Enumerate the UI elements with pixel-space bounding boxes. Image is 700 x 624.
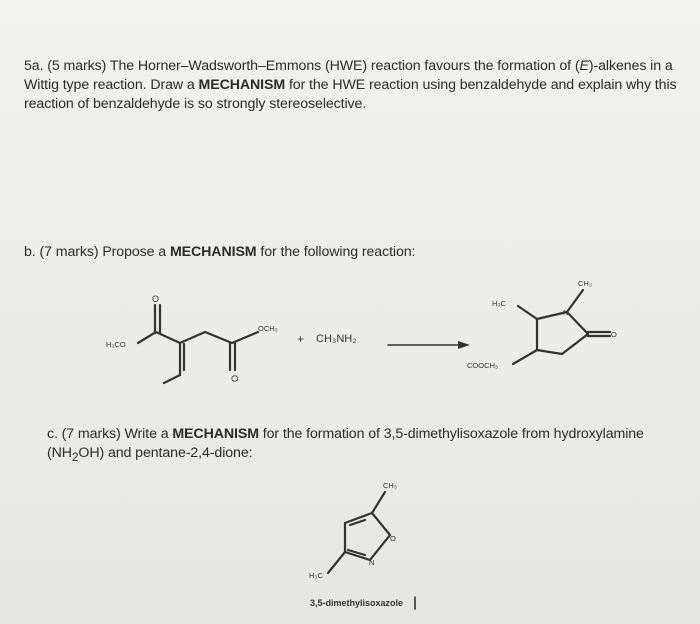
q5a-text-1: The Horner–Wadsworth–Emmons (HWE) reaction favours the formation of ( [109, 58, 580, 74]
reactant-meo-label: H₃CO [106, 340, 126, 349]
q5a-e-italic: E [579, 58, 589, 74]
q5b-text-2: for the following reaction: [256, 244, 416, 260]
product-h3c-label: H₃C [492, 299, 506, 308]
reagent-label: CH₃NH₂ [316, 333, 357, 345]
isoxazole-o-label: O [390, 534, 396, 543]
q5c-mechanism: MECHANISM [172, 426, 259, 442]
product-ring [537, 312, 588, 354]
isoxazole-top-methyl [372, 492, 385, 513]
q5a-text-3: for the HWE reaction using benzaldehyde and explain why this reaction of benzaldehyde is so strongly stereoselective. [24, 77, 677, 112]
product-n-ch3-label: CH₃ [578, 279, 592, 288]
reactant-o-top: O [152, 294, 160, 304]
reactant-vinyl-end [164, 375, 180, 383]
q5c-text-1: c. (7 marks) Write a [47, 426, 173, 442]
reactant-structure [106, 294, 278, 383]
isoxazole-h3c-label: H₃C [309, 571, 323, 580]
isoxazole-structure [309, 481, 415, 609]
product-c-methyl-bond [518, 306, 537, 319]
reactant-o-bottom: O [230, 374, 240, 382]
product-cooch3-label: COOCH₃ [467, 361, 498, 370]
isoxazole-n-label: N [369, 558, 375, 567]
q5c-text-2: for the formation of 3,5-dimethylisoxazole from hydroxylamine (NH [47, 426, 644, 461]
reactant-och3-label: OCH₃ [258, 324, 278, 333]
isoxazole-caption: 3,5-dimethylisoxazole [310, 598, 404, 608]
reactant-backbone [138, 332, 258, 343]
product-o-label: O [611, 330, 617, 339]
q5c-sub-2: 2 [71, 449, 79, 464]
product-n-methyl-bond [567, 290, 583, 312]
q5a-text-2: )-alkenes in a Wittig type reaction. Draw a [24, 58, 673, 93]
q5a-marks: (5 marks) [47, 58, 107, 74]
isoxazole-bottom-methyl [328, 552, 345, 573]
q5a-number: 5a. [24, 58, 44, 74]
q5b-mechanism: MECHANISM [169, 244, 257, 260]
q5b-text-1: b. (7 marks) Propose a [24, 244, 170, 260]
isoxazole-ring [345, 513, 390, 560]
q5a-mechanism: MECHANISM [198, 77, 286, 93]
reaction-arrow [388, 341, 470, 349]
q5c-text-3: OH) and pentane-2,4-dione: [78, 445, 253, 461]
isoxazole-ch3-label: CH₃ [383, 481, 397, 490]
product-structure [467, 279, 617, 370]
plus-sign: + [297, 332, 305, 346]
product-ester-bond [513, 350, 537, 364]
product-n-label: N [563, 308, 569, 317]
